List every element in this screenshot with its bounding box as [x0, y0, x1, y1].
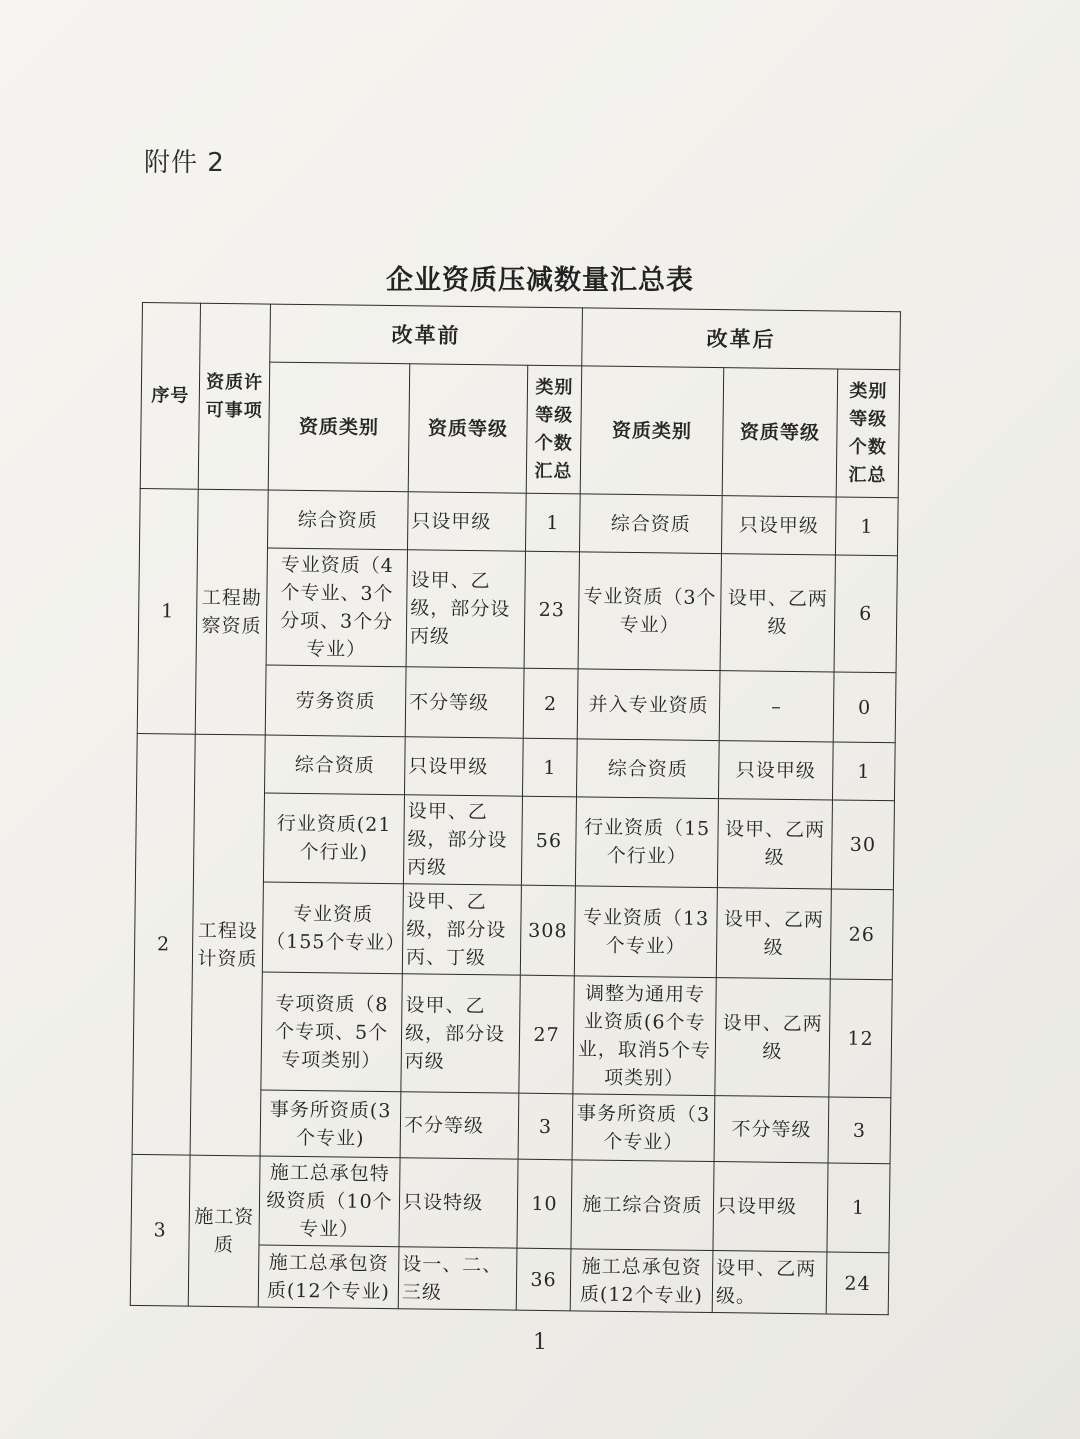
- row-seq: 1: [137, 488, 198, 734]
- before-category: 综合资质: [265, 735, 406, 795]
- attachment-label: 附件 2: [144, 148, 225, 178]
- row-seq: 3: [130, 1154, 190, 1306]
- before-count: 1: [525, 493, 580, 552]
- page-number: 1: [533, 1330, 547, 1355]
- before-count: 1: [522, 738, 577, 797]
- after-grade: 设甲、乙两级: [715, 978, 830, 1097]
- header-seq: 序号: [140, 303, 200, 490]
- after-count: 26: [830, 889, 893, 980]
- after-category: 综合资质: [579, 494, 722, 554]
- after-grade: 设甲、乙两级: [717, 799, 832, 889]
- before-grade: 只设特级: [399, 1158, 518, 1248]
- after-grade: 设甲、乙两级: [720, 554, 835, 672]
- before-grade: 不分等级: [400, 1092, 519, 1159]
- before-count: 56: [521, 796, 576, 886]
- before-count: 36: [516, 1248, 571, 1311]
- header-before-count: 类别等级个数汇总: [526, 365, 582, 494]
- after-category: 并入专业资质: [577, 669, 720, 741]
- before-grade: 设一、二、三级: [398, 1247, 517, 1310]
- after-category: 行业资质（15个行业）: [575, 797, 718, 888]
- after-grade: 设甲、乙两级。: [712, 1251, 827, 1314]
- before-count: 3: [518, 1093, 573, 1160]
- after-grade: 设甲、乙两级: [716, 888, 831, 979]
- before-grade: 设甲、乙级，部分设丙、丁级: [402, 884, 521, 975]
- before-category: 施工总承包资质(12个专业): [258, 1245, 399, 1309]
- row-item: 施工资质: [188, 1155, 260, 1307]
- before-grade: 设甲、乙级，部分设丙级: [401, 974, 520, 1093]
- table-title: 企业资质压减数量汇总表: [386, 265, 694, 296]
- before-grade: 只设甲级: [404, 737, 523, 796]
- header-after-count: 类别等级个数汇总: [836, 369, 900, 498]
- before-count: 23: [524, 551, 579, 669]
- before-count: 10: [517, 1159, 572, 1249]
- summary-table: [130, 302, 901, 1315]
- before-category: 专业资质（4个专业、3个分项、3个分专业）: [266, 548, 407, 667]
- after-count: 12: [829, 979, 892, 1098]
- before-grade: 设甲、乙级，部分设丙级: [403, 795, 522, 885]
- summary-table-container: [130, 302, 900, 1315]
- after-grade: 只设甲级: [721, 496, 836, 555]
- after-category: 事务所资质（3个专业）: [572, 1094, 715, 1162]
- after-category: 施工总承包资质(12个专业): [570, 1249, 713, 1313]
- table-row: [137, 733, 896, 800]
- header-before-category: 资质类别: [268, 362, 410, 492]
- before-grade: 不分等级: [405, 667, 524, 738]
- before-count: 308: [520, 885, 575, 976]
- after-category: 调整为通用专业资质(6个专业，取消5个专项类别）: [573, 976, 716, 1096]
- table-row: [140, 488, 899, 555]
- before-category: 综合资质: [268, 490, 409, 550]
- before-count: 27: [519, 975, 574, 1094]
- row-seq: 2: [132, 733, 195, 1155]
- table-row: [131, 1154, 890, 1252]
- after-count: 1: [832, 742, 895, 801]
- after-count: 1: [827, 1163, 890, 1253]
- before-category: 事务所资质(3个专业): [260, 1090, 401, 1158]
- before-category: 专业资质（155个专业）: [262, 882, 403, 974]
- after-category: 施工综合资质: [571, 1160, 714, 1251]
- after-grade: 只设甲级: [718, 741, 833, 800]
- after-count: 30: [831, 800, 894, 890]
- header-item: 资质许可事项: [198, 303, 270, 490]
- after-count: 6: [834, 555, 897, 673]
- header-after-category: 资质类别: [580, 366, 724, 496]
- after-count: 3: [828, 1097, 891, 1164]
- after-count: 24: [826, 1252, 889, 1315]
- after-category: 专业资质（13个专业）: [574, 886, 717, 978]
- after-grade: 不分等级: [714, 1096, 829, 1163]
- before-grade: 只设甲级: [407, 492, 526, 551]
- before-category: 劳务资质: [265, 665, 406, 737]
- before-category: 施工总承包特级资质（10个专业）: [259, 1156, 400, 1247]
- after-grade: –: [719, 671, 834, 742]
- after-count: 0: [833, 672, 896, 743]
- header-before-grade: 资质等级: [408, 364, 528, 493]
- header-after-grade: 资质等级: [722, 368, 838, 497]
- row-item: 工程勘察资质: [195, 489, 268, 735]
- before-count: 2: [523, 668, 578, 739]
- row-item: 工程设计资质: [190, 734, 265, 1156]
- after-grade: 只设甲级: [713, 1162, 828, 1252]
- after-category: 专业资质（3个专业）: [578, 552, 721, 671]
- header-before: 改革前: [270, 304, 583, 366]
- after-count: 1: [835, 497, 898, 556]
- before-category: 专项资质（8个专项、5个专项类别）: [261, 972, 402, 1092]
- header-after: 改革后: [582, 308, 901, 370]
- before-category: 行业资质(21个行业): [263, 793, 404, 884]
- before-grade: 设甲、乙级，部分设丙级: [406, 550, 525, 668]
- after-category: 综合资质: [577, 739, 720, 799]
